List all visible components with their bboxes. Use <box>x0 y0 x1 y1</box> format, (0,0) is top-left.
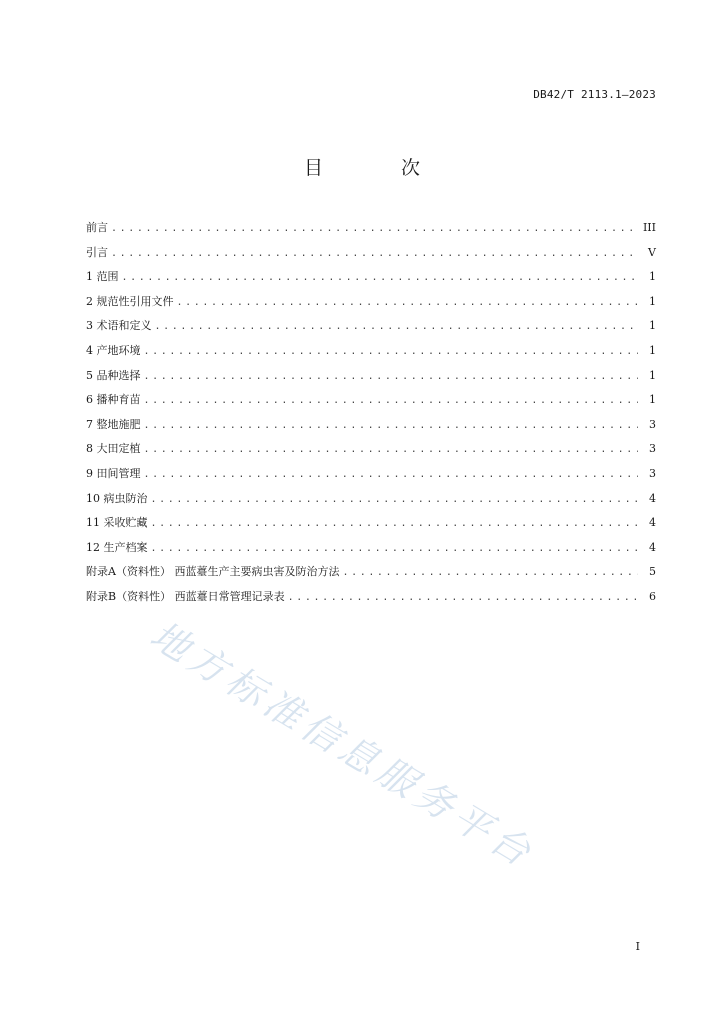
page-number: I <box>635 940 640 953</box>
toc-entry-page: 3 <box>649 466 656 480</box>
toc-dot-leader <box>144 389 639 414</box>
toc-entry[interactable] <box>86 314 656 339</box>
toc-entry-page: 3 <box>649 417 656 431</box>
toc-dot-leader <box>155 315 639 340</box>
toc-entry[interactable] <box>86 585 656 610</box>
toc-dot-leader <box>144 414 639 439</box>
toc-dot-leader <box>144 438 639 463</box>
toc-entry[interactable] <box>86 437 656 462</box>
toc-entry-page: 6 <box>649 589 656 603</box>
toc-entry-page: 1 <box>649 319 656 333</box>
toc-entry-label: 12 生产档案 <box>86 540 148 554</box>
toc-dot-leader <box>111 217 638 242</box>
toc-entry-page: 1 <box>649 368 656 382</box>
toc-dot-leader <box>122 266 639 291</box>
toc-entry[interactable] <box>86 216 656 241</box>
toc-entry[interactable] <box>86 388 656 413</box>
toc-entry-page: 1 <box>649 393 656 407</box>
toc-entry-label: 7 整地施肥 <box>86 417 141 431</box>
toc-entry[interactable] <box>86 413 656 438</box>
toc-entry-page: 1 <box>649 294 656 308</box>
toc-dot-leader <box>144 340 639 365</box>
toc-entry-page: 4 <box>649 540 656 554</box>
page-title: 目 次 <box>303 157 457 179</box>
toc-entry[interactable] <box>86 364 656 389</box>
toc-entry-page: 1 <box>649 270 656 284</box>
toc-entry[interactable] <box>86 487 656 512</box>
toc-entry-label: 前言 <box>86 221 108 234</box>
toc-entry[interactable] <box>86 339 656 364</box>
toc-entry-label: 8 大田定植 <box>86 442 141 456</box>
toc-dot-leader <box>342 561 638 586</box>
watermark: 地方标准信息服务平台 <box>142 612 543 878</box>
toc-dot-leader <box>144 463 639 488</box>
toc-entry-page: V <box>648 245 656 259</box>
toc-entry[interactable] <box>86 265 656 290</box>
toc-entry[interactable] <box>86 511 656 536</box>
toc-entry-page: 3 <box>649 442 656 456</box>
toc-dot-leader <box>177 291 639 316</box>
toc-entry[interactable] <box>86 462 656 487</box>
toc-entry-label: 3 术语和定义 <box>86 319 152 333</box>
toc-entry-page: 5 <box>649 565 656 579</box>
toc-entry-page: 4 <box>649 491 656 505</box>
toc-entry-page: 4 <box>649 516 656 530</box>
toc-entry-label: 1 范围 <box>86 270 119 284</box>
toc-dot-leader <box>288 586 638 611</box>
toc-entry[interactable] <box>86 560 656 585</box>
toc-entry-page: 1 <box>649 343 656 357</box>
toc-entry-label: 6 播种育苗 <box>86 393 141 407</box>
toc-dot-leader <box>151 512 639 537</box>
toc-entry-label: 11 采收贮藏 <box>86 516 148 530</box>
toc-entry-label: 引言 <box>86 245 108 259</box>
toc-entry-page: III <box>642 221 656 234</box>
toc-entry-label: 附录A（资料性） 西蓝薹生产主要病虫害及防治方法 <box>86 565 340 579</box>
toc-entry[interactable] <box>86 241 656 266</box>
toc-entry[interactable] <box>86 536 656 561</box>
toc-entry-label: 4 产地环境 <box>86 343 141 357</box>
toc-entry[interactable] <box>86 290 656 315</box>
toc-entry-label: 2 规范性引用文件 <box>86 294 174 308</box>
toc-entry-label: 附录B（资料性） 西蓝薹日常管理记录表 <box>86 589 285 603</box>
table-of-contents <box>86 216 656 610</box>
toc-dot-leader <box>151 537 639 562</box>
toc-dot-leader <box>144 365 639 390</box>
toc-dot-leader <box>151 488 639 513</box>
toc-dot-leader <box>111 242 638 267</box>
toc-entry-label: 5 品种选择 <box>86 368 141 382</box>
toc-entry-label: 10 病虫防治 <box>86 491 148 505</box>
standard-code: DB42/T 2113.1—2023 <box>533 88 656 101</box>
toc-entry-label: 9 田间管理 <box>86 466 141 480</box>
